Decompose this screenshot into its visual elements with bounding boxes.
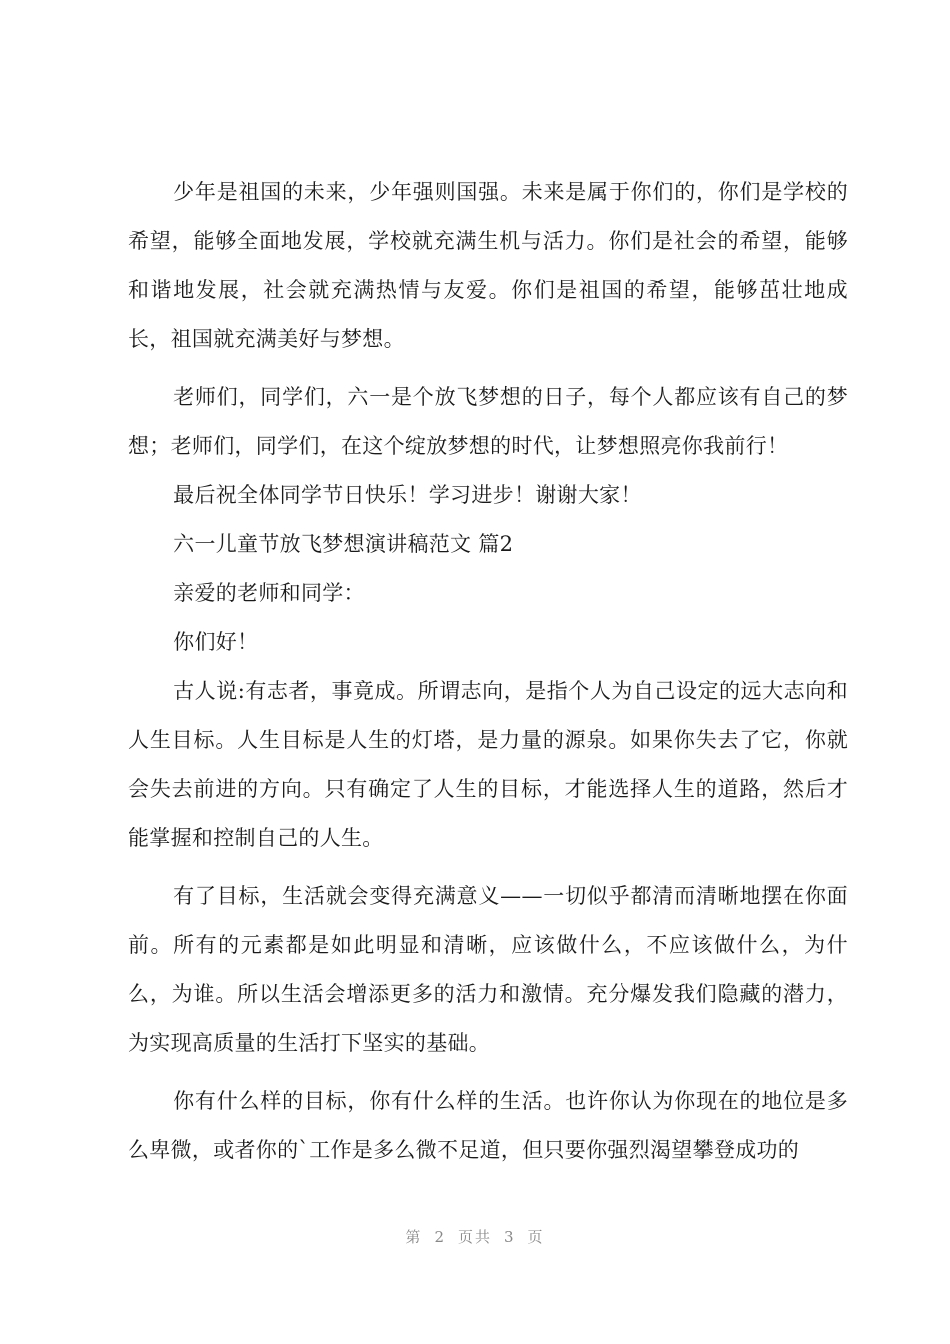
section-heading: 六一儿童节放飞梦想演讲稿范文 篇2 — [173, 532, 514, 556]
greeting: 你们好！ — [173, 630, 259, 654]
paragraph-8: 有了目标，生活就会变得充满意义——一切似乎都清而清晰地摆在你面前。所有的元素都是如此明显和清晰，应该做什么，不应该做什么，为什么，为谁。所以生活会增添更多的活力和激情。充分爆发我们隐藏的潜力，为实现高质量的生活打下坚实的基础。 — [128, 884, 848, 1055]
footer-current-page: 2 — [434, 1228, 446, 1246]
paragraph-2: 老师们，同学们，六一是个放飞梦想的日子，每个人都应该有自己的梦想；老师们，同学们，在这个绽放梦想的时代，让梦想照亮你我前行！ — [128, 385, 848, 458]
paragraph-7: 古人说:有志者，事竟成。所谓志向，是指个人为自己设定的远大志向和人生目标。人生目标是人生的灯塔，是力量的源泉。如果你失去了它，你就会失去前进的方向。只有确定了人生的目标，才能选择人生的道路，然后才能掌握和控制自己的人生。 — [128, 679, 848, 850]
footer-total-pages: 3 — [504, 1228, 516, 1246]
footer-middle: 页共 — [457, 1228, 492, 1246]
paragraph-1: 少年是祖国的未来，少年强则国强。未来是属于你们的，你们是学校的希望，能够全面地发展，学校就充满生机与活力。你们是社会的希望，能够和谐地发展，社会就充满热情与友爱。你们是祖国的希望，能够茁壮地成长，祖国就充满美好与梦想。 — [128, 180, 848, 351]
paragraph-9: 你有什么样的目标，你有什么样的生活。也许你认为你现在的地位是多么卑微，或者你的`工作是多么微不足道，但只要你强烈渴望攀登成功的 — [128, 1089, 848, 1162]
salutation: 亲爱的老师和同学： — [173, 581, 365, 605]
document-body — [128, 168, 848, 1175]
page-footer — [0, 1226, 950, 1247]
footer-suffix: 页 — [527, 1228, 545, 1246]
footer-prefix: 第 — [405, 1228, 423, 1246]
paragraph-3: 最后祝全体同学节日快乐！学习进步！谢谢大家！ — [173, 483, 642, 507]
